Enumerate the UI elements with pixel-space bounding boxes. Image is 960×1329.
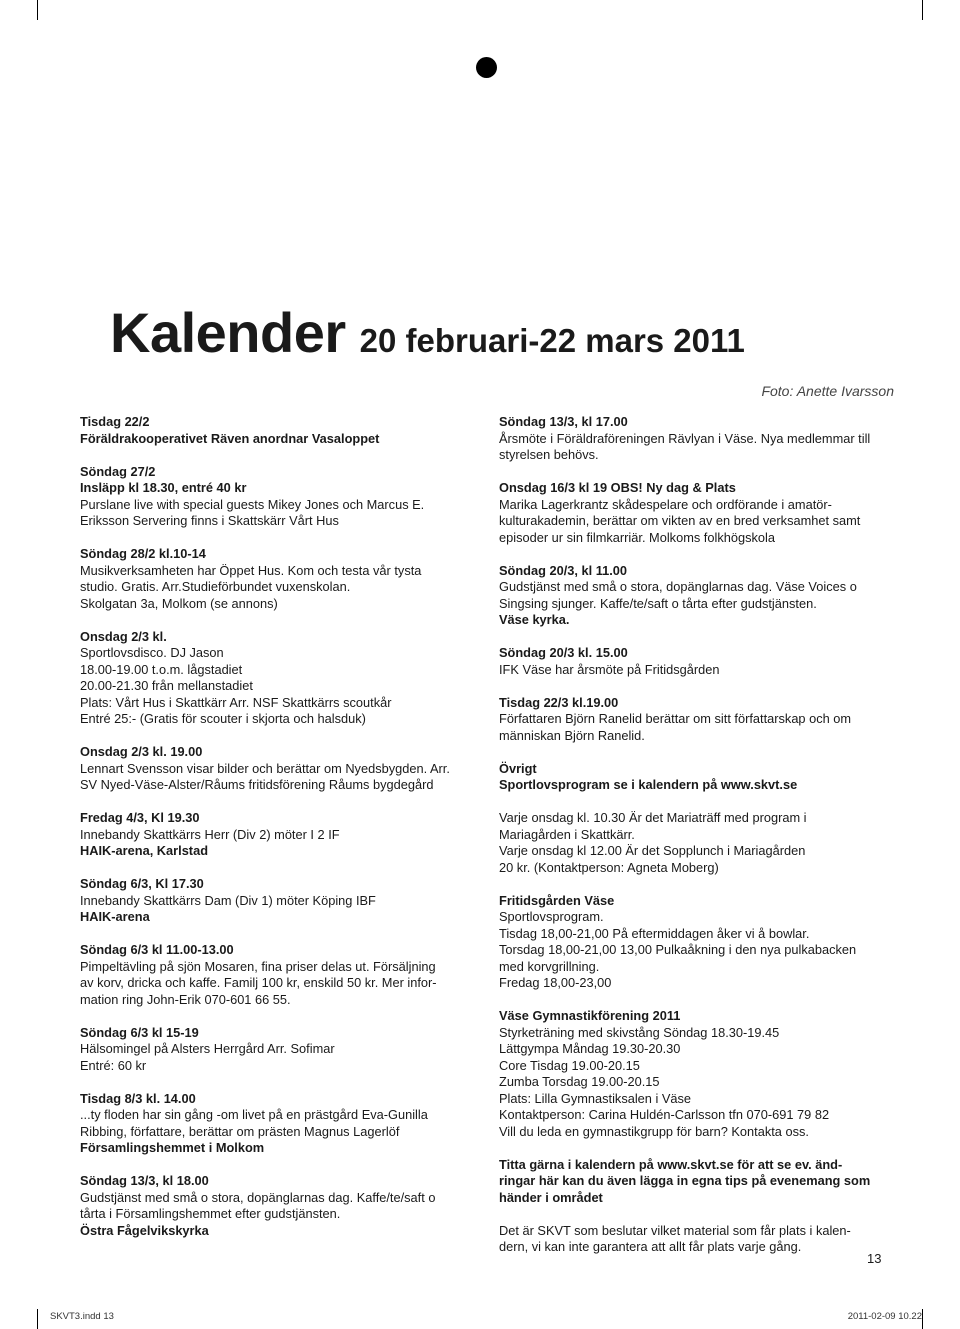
entry-heading: Övrigt xyxy=(499,760,537,776)
entry-line: mation ring John-Erik 070-601 66 55. xyxy=(80,991,291,1007)
entry-line: Varje onsdag kl 12.00 Är det Sopplunch i Mariagården xyxy=(499,843,806,858)
entry-heading: Väse Gymnastikförening 2011 xyxy=(499,1008,681,1023)
entry-line: Tisdag 18,00-21,00 På eftermiddagen åker vi å bowlar. xyxy=(499,925,810,941)
calendar-entry xyxy=(80,744,476,794)
calendar-entry xyxy=(80,414,476,447)
footer-file: SKVT3.indd 13 xyxy=(50,1311,114,1322)
entry-heading: Onsdag 16/3 kl 19 OBS! Ny dag & Plats xyxy=(499,480,736,495)
entry-heading: Söndag 6/3 kl 15-19 xyxy=(80,1024,199,1040)
entry-line: 18.00-19.00 t.o.m. lågstadiet xyxy=(80,661,243,677)
entry-line: styrelsen behövs. xyxy=(499,447,599,462)
calendar-entry xyxy=(80,942,476,1008)
entry-line: kulturakademin, berättar om vikten av en bred verksamhet samt xyxy=(499,513,861,528)
left-column xyxy=(80,414,476,1256)
entry-heading: Söndag 13/3, kl 18.00 xyxy=(80,1173,209,1188)
entry-heading: Söndag 28/2 kl.10-14 xyxy=(80,546,206,561)
entry-heading: Det är SKVT som beslutar vilket material som får plats i kalen- xyxy=(499,1222,851,1238)
entry-line: Plats: Lilla Gymnastiksalen i Väse xyxy=(499,1090,692,1106)
entry-line: Sportlovsprogram se i kalendern på www.skvt.se xyxy=(499,777,798,792)
entry-line: IFK Väse har årsmöte på Fritidsgården xyxy=(499,661,720,677)
entry-line: Väse kyrka. xyxy=(499,612,570,627)
calendar-entry xyxy=(80,810,476,860)
calendar-entry xyxy=(80,629,476,728)
calendar-entry xyxy=(499,645,899,678)
entry-line: Insläpp kl 18.30, entré 40 kr xyxy=(80,480,247,495)
entry-line: Vill du leda en gymnastikgrupp för barn? Kontakta oss. xyxy=(499,1123,809,1139)
entry-line: Purslane live with special guests Mikey Jones och Marcus E. xyxy=(80,496,425,512)
entry-heading: Titta gärna i kalendern på www.skvt.se för att se ev. änd- xyxy=(499,1156,843,1172)
entry-line: Mariagården i Skattkärr. xyxy=(499,826,635,842)
entry-line: Gudstjänst med små o stora, dopänglarnas dag. Väse Voices o xyxy=(499,579,857,594)
entry-line: Årsmöte i Föräldraföreningen Rävlyan i Väse. Nya medlemmar till xyxy=(499,430,871,446)
calendar-entry xyxy=(499,480,899,546)
page-number: 13 xyxy=(867,1251,882,1266)
photo-credit: Foto: Anette Ivarsson xyxy=(761,383,894,399)
entry-line: dern, vi kan inte garantera att allt får plats varje gång. xyxy=(499,1239,802,1254)
entry-heading: Fredag 4/3, Kl 19.30 xyxy=(80,810,200,825)
footer-date: 2011-02-09 10.22 xyxy=(847,1311,922,1322)
entry-line: Entré: 60 kr xyxy=(80,1057,147,1073)
entry-heading: Tisdag 8/3 kl. 14.00 xyxy=(80,1090,196,1106)
calendar-entry xyxy=(499,810,899,876)
entry-line: med korvgrillning. xyxy=(499,958,600,974)
calendar-entry xyxy=(499,1157,899,1207)
entry-heading: Söndag 6/3 kl 11.00-13.00 xyxy=(80,942,234,957)
entry-line: Sportlovsdisco. DJ Jason xyxy=(80,645,224,660)
entry-line: 20.00-21.30 från mellanstadiet xyxy=(80,678,253,693)
entry-line: Hälsomingel på Alsters Herrgård Arr. Sofimar xyxy=(80,1041,335,1056)
entry-heading: Onsdag 2/3 kl. xyxy=(80,628,167,644)
entry-line: Eriksson Servering finns i Skattskärr Vårt Hus xyxy=(80,513,339,528)
entry-line: Lennart Svensson visar bilder och berättar om Nyedsbygden. Arr. xyxy=(80,760,450,776)
title-main: Kalender xyxy=(110,301,346,364)
entry-line: Marika Lagerkrantz skådespelare och ordförande i amatör- xyxy=(499,496,832,512)
entry-line: 20 kr. (Kontaktperson: Agneta Moberg) xyxy=(499,859,719,875)
calendar-entry xyxy=(80,1091,476,1157)
entry-heading: Fritidsgården Väse xyxy=(499,892,615,908)
entry-line: Sportlovsprogram. xyxy=(499,909,604,924)
calendar-entry xyxy=(80,1173,476,1239)
entry-heading: Tisdag 22/3 kl.19.00 xyxy=(499,694,619,710)
entry-line: Core Tisdag 19.00-20.15 xyxy=(499,1057,640,1073)
entry-line: ...ty floden har sin gång -om livet på en prästgård Eva-Gunilla xyxy=(80,1107,428,1122)
entry-line: Församlingshemmet i Molkom xyxy=(80,1140,265,1155)
title-date-range: 20 februari-22 mars 2011 xyxy=(359,322,745,359)
calendar-entry xyxy=(499,414,899,464)
calendar-entry xyxy=(80,1025,476,1075)
registration-dot xyxy=(476,57,497,78)
entry-line: människan Björn Ranelid. xyxy=(499,727,645,743)
entry-line: Musikverksamheten har Öppet Hus. Kom och testa vår tysta xyxy=(80,562,422,578)
entry-line: Torsdag 18,00-21,00 13,00 Pulkaåkning i den nya pulkabacken xyxy=(499,942,857,957)
crop-mark-top-left xyxy=(37,0,38,20)
entry-heading: Söndag 13/3, kl 17.00 xyxy=(499,414,628,429)
entry-line: Ribbing, författare, berättar om prästen Magnus Lagerlöf xyxy=(80,1123,400,1139)
entry-line: av korv, dricka och kaffe. Familj 100 kr, enskild 50 kr. Mer infor- xyxy=(80,975,437,990)
entry-line: Pimpeltävling på sjön Mosaren, fina priser delas ut. Försäljning xyxy=(80,958,436,974)
entry-heading: Tisdag 22/2 xyxy=(80,414,150,429)
page-title xyxy=(110,300,745,365)
entry-line: Fredag 18,00-23,00 xyxy=(499,975,612,990)
entry-heading: Söndag 20/3 kl. 15.00 xyxy=(499,645,628,660)
calendar-entry xyxy=(499,893,899,992)
entry-line: HAIK-arena, Karlstad xyxy=(80,843,209,858)
entry-line: Innebandy Skattkärrs Herr (Div 2) möter I 2 IF xyxy=(80,826,340,842)
calendar-entry xyxy=(80,546,476,612)
entry-line: Skolgatan 3a, Molkom (se annons) xyxy=(80,595,278,611)
entry-line: Kontaktperson: Carina Huldén-Carlsson tfn 070-691 79 82 xyxy=(499,1107,830,1122)
calendar-entry xyxy=(499,695,899,745)
crop-mark-top-right xyxy=(922,0,923,20)
entry-line: SV Nyed-Väse-Alster/Råums fritidsförening Råums bygdegård xyxy=(80,777,434,792)
calendar-entry xyxy=(80,464,476,530)
entry-line: studio. Gratis. Arr.Studieförbundet vuxenskolan. xyxy=(80,579,351,594)
entry-line: episoder ur sin filmkarriär. Molkoms folkhögskola xyxy=(499,529,775,545)
calendar-entry xyxy=(499,761,899,794)
entry-line: Författaren Björn Ranelid berättar om sitt författarskap och om xyxy=(499,711,852,726)
calendar-entry xyxy=(499,1223,899,1256)
entry-line: Gudstjänst med små o stora, dopänglarnas dag. Kaffe/te/saft o xyxy=(80,1189,436,1205)
entry-line: Singsing sjunger. Kaffe/te/saft o tårta efter gudstjänsten. xyxy=(499,595,817,611)
entry-line: ringar här kan du även lägga in egna tips på evenemang som xyxy=(499,1173,871,1188)
calendar-entry xyxy=(80,876,476,926)
calendar-entry xyxy=(499,1008,899,1140)
entry-line: Innebandy Skattkärrs Dam (Div 1) möter Köping IBF xyxy=(80,892,376,908)
entry-line: Östra Fågelvikskyrka xyxy=(80,1222,209,1238)
entry-line: Entré 25:- (Gratis för scouter i skjorta och halsduk) xyxy=(80,711,366,726)
entry-line: Plats: Vårt Hus i Skattkärr Arr. NSF Skattkärrs scoutkår xyxy=(80,694,392,710)
entry-heading: Söndag 27/2 xyxy=(80,463,156,479)
entry-heading: Varje onsdag kl. 10.30 Är det Mariaträff med program i xyxy=(499,810,807,825)
crop-mark-bottom-right xyxy=(922,1309,923,1329)
entry-line: Zumba Torsdag 19.00-20.15 xyxy=(499,1074,660,1089)
entry-line: HAIK-arena xyxy=(80,909,150,924)
calendar-entry xyxy=(499,563,899,629)
entry-line: Styrketräning med skivstång Söndag 18.30-19.45 xyxy=(499,1024,780,1040)
entry-line: tårta i Församlingshemmet efter gudstjänsten. xyxy=(80,1206,341,1221)
crop-mark-bottom-left xyxy=(37,1309,38,1329)
entry-heading: Söndag 20/3, kl 11.00 xyxy=(499,562,628,578)
entry-heading: Söndag 6/3, Kl 17.30 xyxy=(80,876,204,891)
entry-line: Lättgympa Måndag 19.30-20.30 xyxy=(499,1041,681,1056)
entry-line: Föräldrakooperativet Räven anordnar Vasaloppet xyxy=(80,430,380,446)
entry-line: händer i området xyxy=(499,1189,603,1205)
right-column xyxy=(499,414,899,1272)
entry-heading: Onsdag 2/3 kl. 19.00 xyxy=(80,744,203,759)
